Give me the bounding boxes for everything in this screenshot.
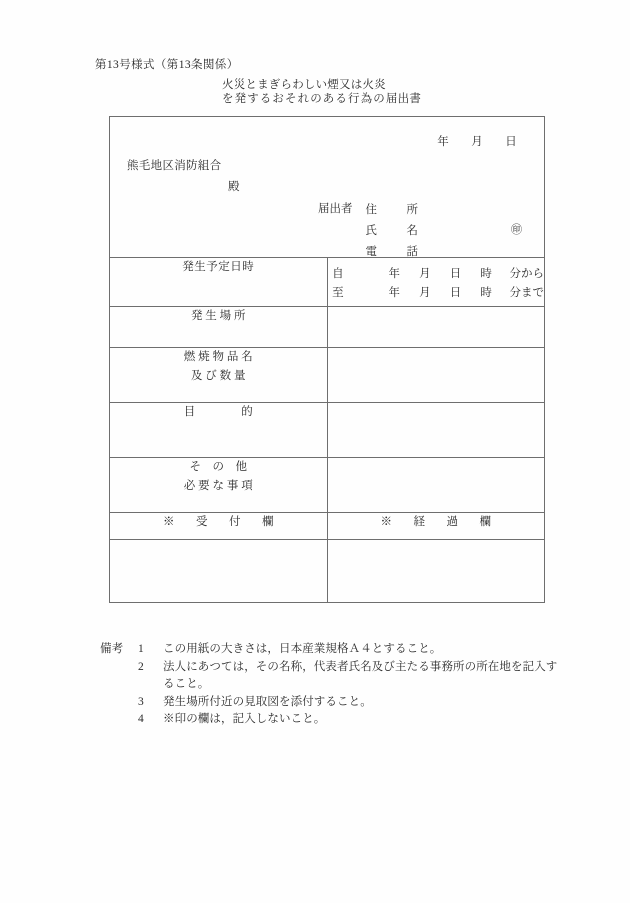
footnote-item: [100, 711, 580, 729]
datetime-to-minute: 分まで: [509, 287, 544, 299]
footnote-number: 3: [138, 695, 144, 708]
table-row-official-body: [110, 540, 545, 603]
burn-items-label: [110, 348, 328, 403]
burn-items-label-line-2: 及 び 数 量: [190, 370, 246, 382]
applicant-role-label: 届出者: [318, 203, 353, 215]
place-label-text: 発 生 場 所: [190, 310, 246, 322]
datetime-to-marker: 至: [332, 287, 344, 299]
datetime-label-text: 発生予定日時: [182, 261, 255, 273]
footnote-item: [100, 659, 580, 677]
date-line: [426, 133, 528, 149]
datetime-from-minute: 分から: [509, 268, 544, 280]
addressee-honorific: 殿: [228, 181, 240, 193]
footnote-number: 1: [138, 643, 144, 655]
datetime-from-hour: 時: [480, 268, 492, 280]
purpose-label: [110, 403, 328, 458]
progress-value-cell[interactable]: [327, 540, 545, 603]
table-row-other: [110, 458, 545, 513]
datetime-to-hour: 時: [480, 287, 492, 299]
footnote-number: 4: [138, 713, 144, 725]
burn-items-value-cell[interactable]: [327, 348, 545, 403]
other-label: [110, 458, 328, 513]
applicant-block: [318, 200, 427, 263]
document-title: [222, 78, 421, 106]
footnote-text: ※印の欄は，記入しないこと。: [163, 713, 326, 725]
place-value-cell[interactable]: [327, 307, 545, 348]
date-year-label: 年: [437, 136, 449, 148]
datetime-to-day: 日: [449, 287, 462, 299]
other-label-line-1: そ の 他: [189, 461, 247, 473]
table-row-place: [110, 307, 545, 348]
datetime-to-month: 月: [419, 287, 431, 299]
table-row-burn-items: [110, 348, 545, 403]
applicant-name-label: 氏 名: [365, 225, 427, 237]
footnote-item: [100, 641, 580, 659]
applicant-fields: [366, 200, 428, 263]
footnote-text: 発生場所付近の見取図を添付すること。: [163, 695, 372, 708]
applicant-address-label: 住 所: [365, 204, 427, 216]
receipt-column-header: ※ 受 付 欄: [110, 513, 328, 540]
date-month-label: 月: [471, 136, 483, 148]
datetime-from-month: 月: [419, 268, 431, 280]
table-row-purpose: [110, 403, 545, 458]
seal-icon: ㊞: [511, 224, 522, 236]
date-day-label: 日: [505, 136, 517, 148]
datetime-label: [110, 258, 328, 307]
footnotes: [100, 641, 580, 729]
notification-form-table: [109, 116, 545, 603]
datetime-value-cell[interactable]: [327, 258, 545, 307]
table-row-official-headers: [110, 513, 545, 540]
document-title-lines: [222, 78, 386, 106]
datetime-lines: [328, 258, 545, 303]
purpose-value-cell[interactable]: [327, 403, 545, 458]
addressee-organization: 熊毛地区消防組合: [127, 160, 222, 172]
datetime-from-marker: 自: [332, 268, 344, 280]
place-label: [110, 307, 328, 348]
datetime-to-year: 年: [388, 287, 400, 299]
other-label-line-2: 必 要 な 事 項: [183, 480, 253, 492]
table-row-addressee: [110, 117, 545, 258]
datetime-from-day: 日: [449, 268, 462, 280]
document-title-line-2: を発するおそれのある行為の: [222, 93, 386, 105]
progress-column-header: ※ 経 過 欄: [327, 513, 545, 540]
datetime-row-to: [328, 284, 545, 303]
burn-items-label-line-1: 燃 焼 物 品 名: [183, 351, 253, 363]
table-row-datetime: [110, 258, 545, 307]
footnote-number: 2: [138, 660, 144, 673]
footnote-item: [100, 694, 580, 712]
footnote-text: この用紙の大きさは，日本産業規格Ａ４とすること。: [163, 643, 442, 655]
footnote-continuation: ること。: [163, 678, 210, 690]
other-value-cell[interactable]: [327, 458, 545, 513]
receipt-value-cell[interactable]: [110, 540, 328, 603]
purpose-label-text: 目 的: [183, 406, 253, 418]
datetime-row-from: [328, 265, 545, 284]
footnote-text: 法人にあつては，その名称，代表者氏名及び主たる事務所の所在地を記入す: [163, 660, 558, 673]
addressee-cell: [110, 117, 545, 258]
document-title-line-1: 火災とまぎらわしい煙又は火炎: [222, 79, 386, 91]
document-title-suffix: 届出書: [385, 93, 422, 105]
applicant-phone-label: 電 話: [365, 246, 427, 258]
datetime-from-year: 年: [388, 268, 400, 280]
footnotes-label: 備考: [100, 643, 124, 655]
form-number: 第13号様式（第13条関係）: [95, 59, 239, 71]
